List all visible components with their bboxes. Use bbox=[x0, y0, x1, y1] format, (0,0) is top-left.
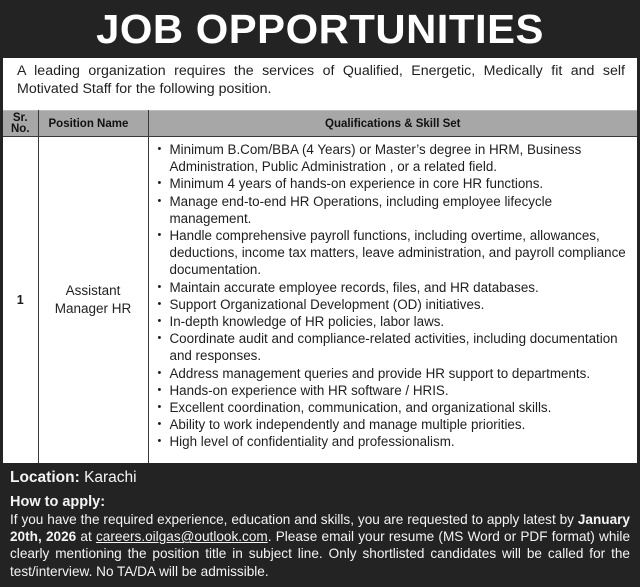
bullet-icon: • bbox=[157, 435, 162, 448]
bullet-icon: • bbox=[157, 383, 162, 396]
position-name-cell: Assistant Manager HR bbox=[38, 137, 148, 463]
list-item bbox=[157, 193, 632, 227]
list-item bbox=[157, 227, 632, 279]
bullet-icon: • bbox=[157, 418, 162, 431]
apply-text-part: . Please email your resume (MS Word or PDF format) while clearly mentioning the position title in subject line. Only shortlisted candidates will be called for the test/interview. No TA/DA will be admissible. bbox=[10, 529, 631, 579]
qualification-text: Coordinate audit and compliance-related activities, including documentation and responses. bbox=[169, 331, 618, 364]
bullet-icon: • bbox=[157, 177, 162, 190]
qualification-text: High level of confidentiality and professionalism. bbox=[169, 434, 455, 450]
sr-label-line2: No. bbox=[10, 122, 30, 135]
qualification-text: Handle comprehensive payroll functions, including overtime, allowances, deductions, income tax matters, leave administration, and payroll compliance documentation. bbox=[169, 228, 626, 278]
apply-text-part: If you have the required experience, education and skills, you are requested to apply latest by bbox=[10, 512, 578, 527]
table-header-row bbox=[3, 111, 637, 137]
qualification-text: Support Organizational Development (OD) initiatives. bbox=[169, 296, 485, 312]
column-header-sr-no bbox=[3, 111, 38, 137]
list-item bbox=[157, 399, 632, 416]
list-item bbox=[157, 416, 632, 433]
qualification-text: Minimum B.Com/BBA (4 Years) or Master’s degree in HRM, Business Administration, Public Administration , or a related field. bbox=[169, 142, 582, 175]
qualifications-list bbox=[157, 141, 632, 451]
location-value: Karachi bbox=[84, 469, 137, 486]
bullet-icon: • bbox=[157, 229, 162, 242]
list-item bbox=[157, 313, 632, 330]
list-item bbox=[157, 175, 632, 192]
bullet-icon: • bbox=[157, 366, 162, 379]
footer-section bbox=[0, 463, 640, 587]
column-header-qualifications: Qualifications & Skill Set bbox=[148, 111, 637, 137]
title-banner bbox=[0, 0, 640, 58]
how-to-apply-text bbox=[10, 511, 630, 580]
how-to-apply-heading: How to apply: bbox=[10, 494, 106, 510]
bullet-icon: • bbox=[157, 401, 162, 414]
qualification-text: Hands-on experience with HR software / HRIS. bbox=[169, 382, 449, 398]
qualification-text: Maintain accurate employee records, files, and HR databases. bbox=[169, 279, 539, 295]
list-item bbox=[157, 365, 632, 382]
apply-text-part: at bbox=[76, 529, 96, 545]
bullet-icon: • bbox=[157, 297, 162, 310]
sr-label-line1: Sr. bbox=[12, 111, 28, 124]
qualification-text: Ability to work independently and manage multiple priorities. bbox=[169, 417, 526, 433]
column-header-position: Position Name bbox=[38, 111, 148, 137]
list-item bbox=[157, 141, 632, 175]
bullet-icon: • bbox=[157, 315, 162, 328]
table-row bbox=[3, 137, 637, 463]
job-panel bbox=[3, 58, 637, 463]
page-title: JOB OPPORTUNITIES bbox=[96, 6, 544, 52]
bullet-icon: • bbox=[157, 332, 162, 345]
list-item bbox=[157, 330, 632, 364]
bullet-icon: • bbox=[157, 143, 162, 155]
qualification-text: In-depth knowledge of HR policies, labor laws. bbox=[169, 314, 445, 330]
list-item bbox=[157, 382, 632, 399]
qualification-text: Manage end-to-end HR Operations, including employee lifecycle management. bbox=[169, 193, 553, 226]
list-item bbox=[157, 433, 632, 450]
email-link[interactable]: careers.oilgas@outlook.com bbox=[96, 529, 268, 545]
positions-table bbox=[3, 110, 637, 463]
list-item bbox=[157, 279, 632, 296]
list-item bbox=[157, 296, 632, 313]
sr-number-cell: 1 bbox=[3, 137, 38, 463]
bullet-icon: • bbox=[157, 280, 162, 293]
bullet-icon: • bbox=[157, 194, 162, 207]
qualifications-cell bbox=[148, 137, 637, 463]
qualification-text: Minimum 4 years of hands-on experience in core HR functions. bbox=[169, 176, 544, 192]
location-label: Location: bbox=[10, 469, 80, 486]
location-line bbox=[10, 468, 137, 488]
deadline-date: January 20th, 2026 bbox=[10, 512, 630, 545]
intro-text: A leading organization requires the services of Qualified, Energetic, Medically fit and self Motivated Staff for the following position. bbox=[17, 63, 625, 97]
qualification-text: Address management queries and provide HR support to departments. bbox=[169, 365, 591, 381]
qualification-text: Excellent coordination, communication, and organizational skills. bbox=[169, 400, 552, 416]
